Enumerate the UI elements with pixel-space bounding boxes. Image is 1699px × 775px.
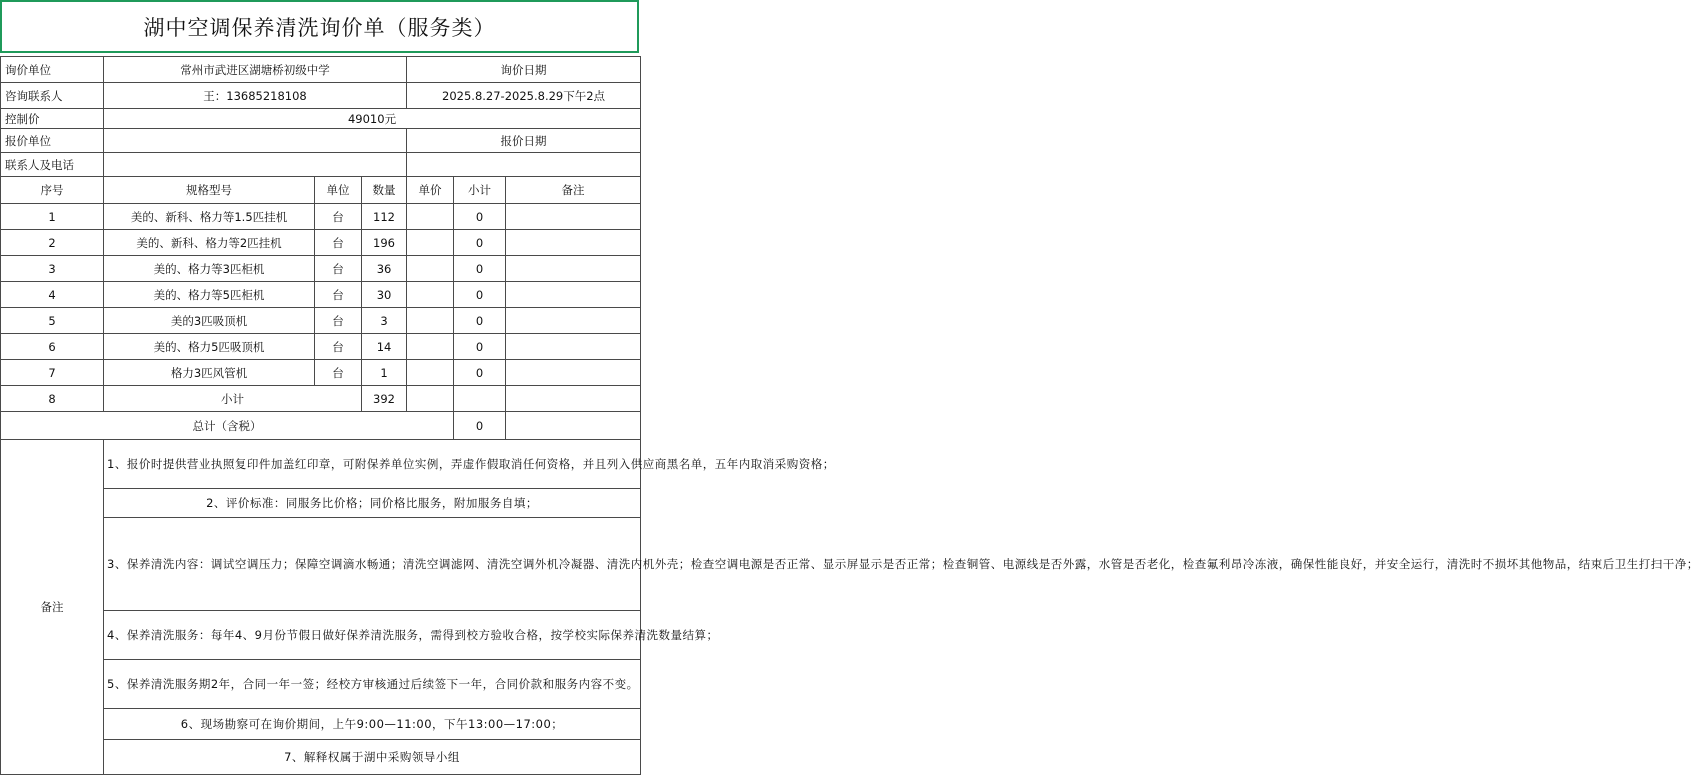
note-cell[interactable] [506,204,641,230]
inquiry-unit-value: 常州市武进区湖塘桥初级中学 [104,57,407,83]
unit-cell: 台 [315,256,362,282]
subtotal-value [454,386,506,412]
row-number: 8 [1,386,104,412]
unit-price-cell[interactable] [407,360,454,386]
subtotal-cell: 0 [454,360,506,386]
table-row [1,282,641,308]
unit-cell: 台 [315,230,362,256]
quote-date-value[interactable] [407,153,641,177]
control-price-row [1,109,641,129]
note-cell[interactable] [506,230,641,256]
note-cell[interactable] [506,334,641,360]
table-row [1,308,641,334]
unit-price-cell[interactable] [407,334,454,360]
qty-cell: 30 [362,282,407,308]
spec-cell: 美的、新科、格力等1.5匹挂机 [104,204,315,230]
remark-item: 3、保养清洗内容：调试空调压力；保障空调滴水畅通；清洗空调滤网、清洗空调外机冷凝器、清洗内机外壳；检查空调电源是否正常、显示屏显示是否正常；检查铜管、电源线是否外露，水管是否老化，检查氟利昂冷冻液，确保性能良好，并安全运行，清洗时不损坏其他物品，结束后卫生打扫干净； [104,518,641,611]
unit-cell: 台 [315,282,362,308]
quote-unit-label: 报价单位 [1,129,104,153]
qty-cell: 1 [362,360,407,386]
row-number: 3 [1,256,104,282]
unit-cell: 台 [315,360,362,386]
subtotal-cell: 0 [454,204,506,230]
column-header-row [1,177,641,204]
table-row [1,204,641,230]
subtotal-cell: 0 [454,230,506,256]
page-title: 湖中空调保养清洗询价单（服务类） [0,0,639,53]
inquiry-unit-label: 询价单位 [1,57,104,83]
column-header: 数量 [362,177,407,204]
row-number: 4 [1,282,104,308]
qty-cell: 14 [362,334,407,360]
total-value: 0 [454,412,506,440]
subtotal-row [1,386,641,412]
qty-cell: 36 [362,256,407,282]
table-row [1,334,641,360]
subtotal-unit-price [407,386,454,412]
spec-cell: 美的、格力等3匹柜机 [104,256,315,282]
remark-item: 5、保养清洗服务期2年，合同一年一签；经校方审核通过后续签下一年，合同价款和服务内容不变。 [104,660,641,709]
spec-cell: 美的、格力等5匹柜机 [104,282,315,308]
spec-cell: 格力3匹风管机 [104,360,315,386]
contact-label: 咨询联系人 [1,83,104,109]
spec-cell: 美的、新科、格力等2匹挂机 [104,230,315,256]
subtotal-note [506,386,641,412]
contact-phone-row [1,153,641,177]
subtotal-label: 小计 [104,386,362,412]
remark-item: 1、报价时提供营业执照复印件加盖红印章，可附保养单位实例，弄虚作假取消任何资格，并且列入供应商黑名单，五年内取消采购资格； [104,440,641,489]
total-row [1,412,641,440]
quote-unit-row [1,129,641,153]
remark-item: 6、现场勘察可在询价期间，上午9:00—11:00，下午13:00—17:00； [104,709,641,740]
table-row [1,256,641,282]
unit-price-cell[interactable] [407,282,454,308]
quote-unit-value[interactable] [104,129,407,153]
unit-price-cell[interactable] [407,308,454,334]
quote-date-label: 报价日期 [407,129,641,153]
control-price-label: 控制价 [1,109,104,129]
row-number: 5 [1,308,104,334]
contact-row [1,83,641,109]
unit-price-cell[interactable] [407,204,454,230]
total-note [506,412,641,440]
contact-phone-value[interactable] [104,153,407,177]
column-header: 单价 [407,177,454,204]
column-header: 序号 [1,177,104,204]
control-price-value: 49010元 [104,109,641,129]
inquiry-date-value: 2025.8.27-2025.8.29下午2点 [407,83,641,109]
note-cell[interactable] [506,282,641,308]
spec-cell: 美的3匹吸顶机 [104,308,315,334]
qty-cell: 196 [362,230,407,256]
subtotal-cell: 0 [454,256,506,282]
row-number: 2 [1,230,104,256]
inquiry-date-label: 询价日期 [407,57,641,83]
qty-cell: 112 [362,204,407,230]
column-header: 规格型号 [104,177,315,204]
subtotal-cell: 0 [454,308,506,334]
contact-value: 王：13685218108 [104,83,407,109]
unit-cell: 台 [315,308,362,334]
remark-item: 4、保养清洗服务：每年4、9月份节假日做好保养清洗服务，需得到校方验收合格，按学校实际保养清洗数量结算； [104,611,641,660]
spec-cell: 美的、格力5匹吸顶机 [104,334,315,360]
unit-price-cell[interactable] [407,230,454,256]
note-cell[interactable] [506,256,641,282]
remark-item: 2、评价标准：同服务比价格；同价格比服务，附加服务自填； [104,489,641,518]
row-number: 7 [1,360,104,386]
note-cell[interactable] [506,308,641,334]
subtotal-qty: 392 [362,386,407,412]
column-header: 备注 [506,177,641,204]
total-label: 总计（含税） [1,412,454,440]
table-row [1,360,641,386]
subtotal-cell: 0 [454,282,506,308]
subtotal-cell: 0 [454,334,506,360]
inquiry-form-table [0,56,1699,775]
unit-price-cell[interactable] [407,256,454,282]
unit-cell: 台 [315,204,362,230]
note-cell[interactable] [506,360,641,386]
remark-item: 7、解释权属于湖中采购领导小组 [104,740,641,775]
unit-cell: 台 [315,334,362,360]
contact-phone-label: 联系人及电话 [1,153,104,177]
column-header: 单位 [315,177,362,204]
inquiry-unit-row [1,57,641,83]
row-number: 1 [1,204,104,230]
column-header: 小计 [454,177,506,204]
row-number: 6 [1,334,104,360]
remark-row [1,440,641,489]
qty-cell: 3 [362,308,407,334]
table-row [1,230,641,256]
remarks-label: 备注 [1,440,104,775]
